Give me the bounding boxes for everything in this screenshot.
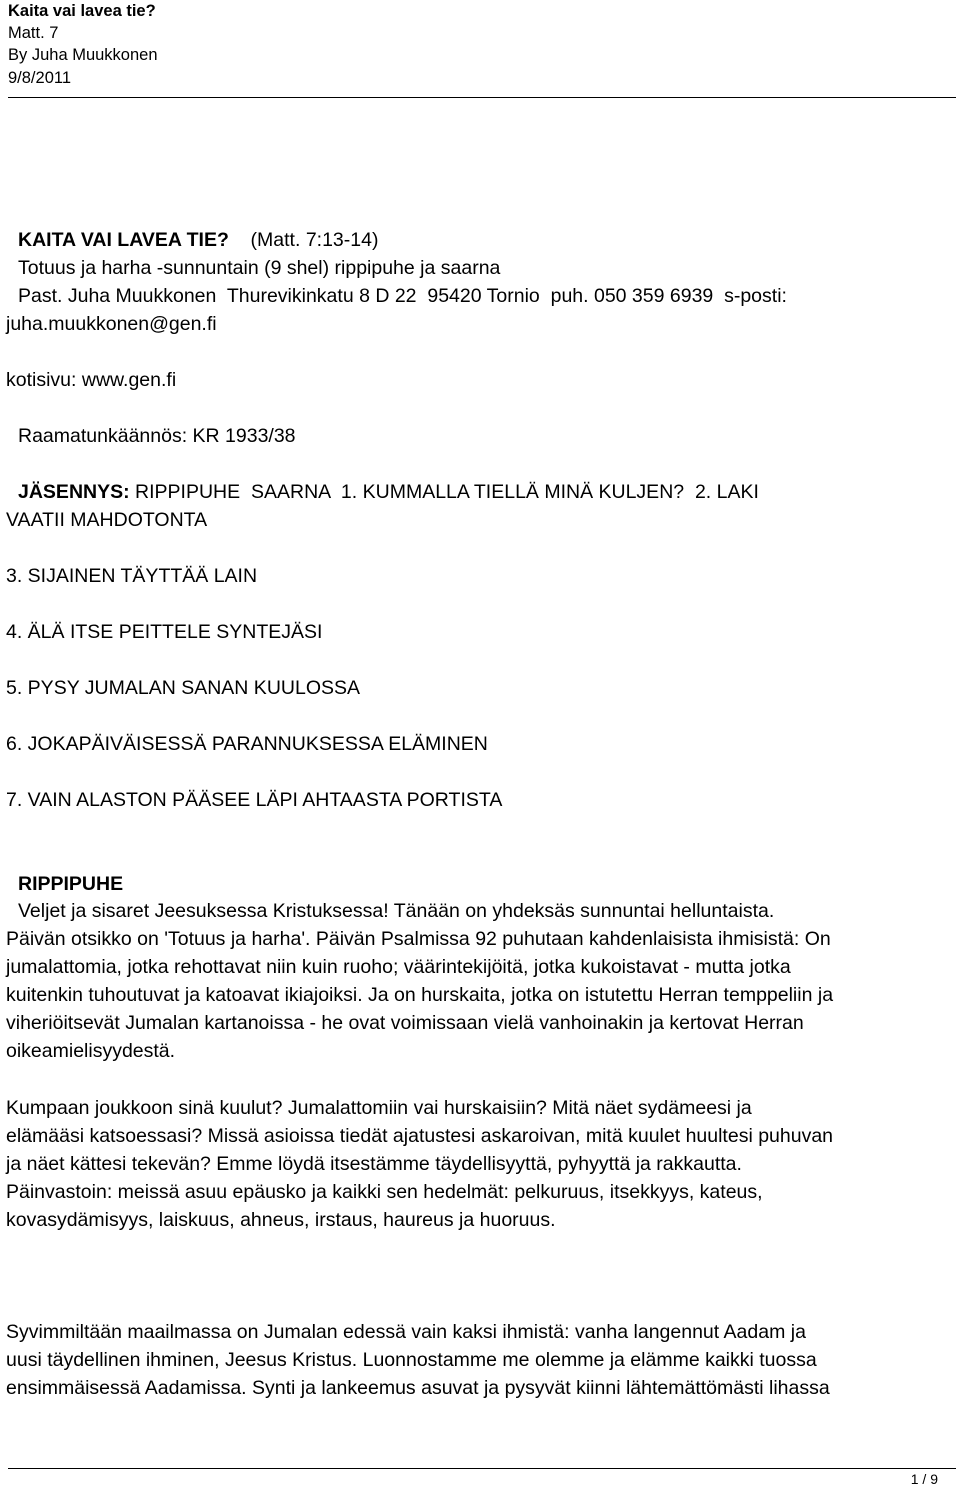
outline-item: 3. SIJAINEN TÄYTTÄÄ LAIN <box>6 565 258 587</box>
sermon-occasion: Totuus ja harha -sunnuntain (9 shel) rippipuhe ja saarna <box>18 257 501 279</box>
scripture-reference: Matt. 7 <box>8 24 59 42</box>
outline-item: 6. JOKAPÄIVÄISESSÄ PARANNUKSESSA ELÄMINEN <box>6 733 488 755</box>
pastor-contact: Past. Juha Muukkonen Thurevikinkatu 8 D 22 95420 Tornio puh. 050 359 6939 s-posti: <box>18 285 787 307</box>
sermon-title: KAITA VAI LAVEA TIE? <box>18 229 229 251</box>
paragraph-line: Syvimmiltään maailmassa on Jumalan edessä vain kaksi ihmistä: vanha langennut Aadam ja <box>6 1321 806 1343</box>
outline-line-1 <box>18 478 759 506</box>
paragraph-line: oikeamielisyydestä. <box>6 1040 176 1062</box>
paragraph-line: elämääsi katsoessasi? Missä asioissa tiedät ajatustesi askaroivan, mitä kuulet huultesi puhuvan <box>6 1125 834 1147</box>
outline-line-2: VAATII MAHDOTONTA <box>6 509 208 531</box>
publish-date: 9/8/2011 <box>8 69 72 87</box>
section-heading: RIPPIPUHE <box>18 873 124 895</box>
paragraph-line: uusi täydellinen ihminen, Jeesus Kristus. Luonnostamme me olemme ja elämme kaikki tuossa <box>6 1349 817 1371</box>
document-title: Kaita vai lavea tie? <box>8 2 156 20</box>
page-number: 1 / 9 <box>910 1471 938 1487</box>
sermon-paragraph-2 <box>6 1094 958 1234</box>
paragraph-line: Päivän otsikko on 'Totuus ja harha'. Päivän Psalmissa 92 puhutaan kahdenlaisista ihmisistä: On <box>6 928 831 950</box>
paragraph-line: Päinvastoin: meissä asuu epäusko ja kaikki sen hedelmät: pelkuruus, itsekkyys, kateus, <box>6 1181 763 1203</box>
paragraph-line: viheriöitsevät Jumalan kartanoissa - he ovat voimissaan vielä vanhoinakin ja kertovat Herran <box>6 1012 804 1034</box>
paragraph-line: Kumpaan joukkoon sinä kuulut? Jumalattomiin vai hurskaisiin? Mitä näet sydämeesi ja <box>6 1097 752 1119</box>
outline-line-1-rest: RIPPIPUHE SAARNA 1. KUMMALLA TIELLÄ MINÄ KULJEN? 2. LAKI <box>129 481 759 503</box>
outline-item: 7. VAIN ALASTON PÄÄSEE LÄPI AHTAASTA PORTISTA <box>6 789 503 811</box>
paragraph-line: ja näet kättesi tekevän? Emme löydä itsestämme täydellisyyttä, pyhyyttä ja rakkautta. <box>6 1153 742 1175</box>
outline-item: 4. ÄLÄ ITSE PEITTELE SYNTEJÄSI <box>6 621 323 643</box>
paragraph-line: kovasydämisyys, laiskuus, ahneus, irstaus, haureus ja huoruus. <box>6 1209 556 1231</box>
paragraph-line: jumalattomia, jotka rehottavat niin kuin ruoho; väärintekijöitä, jotka kukoistavat - mutta jotka <box>6 956 791 978</box>
author-line: By Juha Muukkonen <box>8 46 158 64</box>
sermon-paragraph-1 <box>6 897 958 1065</box>
outline-label: JÄSENNYS: <box>18 481 130 503</box>
header-divider <box>8 97 956 98</box>
bible-translation: Raamatunkäännös: KR 1933/38 <box>18 425 296 447</box>
paragraph-line: ensimmäisessä Aadamissa. Synti ja lankeemus asuvat ja pysyvät kiinni lähtemättömästi lihassa <box>6 1377 830 1399</box>
paragraph-line: kuitenkin tuhoutuvat ja katoavat ikiajoiksi. Ja on hurskaita, jotka on istutettu Herran temppeliin ja <box>6 984 834 1006</box>
sermon-title-line <box>18 226 378 254</box>
outline-item: 5. PYSY JUMALAN SANAN KUULOSSA <box>6 677 361 699</box>
sermon-paragraph-3 <box>6 1318 958 1402</box>
footer-divider <box>8 1468 956 1469</box>
pastor-email: juha.muukkonen@gen.fi <box>6 313 217 335</box>
homepage-line: kotisivu: www.gen.fi <box>6 369 177 391</box>
paragraph-line: Veljet ja sisaret Jeesuksessa Kristuksessa! Tänään on yhdeksäs sunnuntai helluntaista. <box>18 900 775 922</box>
sermon-title-reference: (Matt. 7:13-14) <box>228 229 379 251</box>
